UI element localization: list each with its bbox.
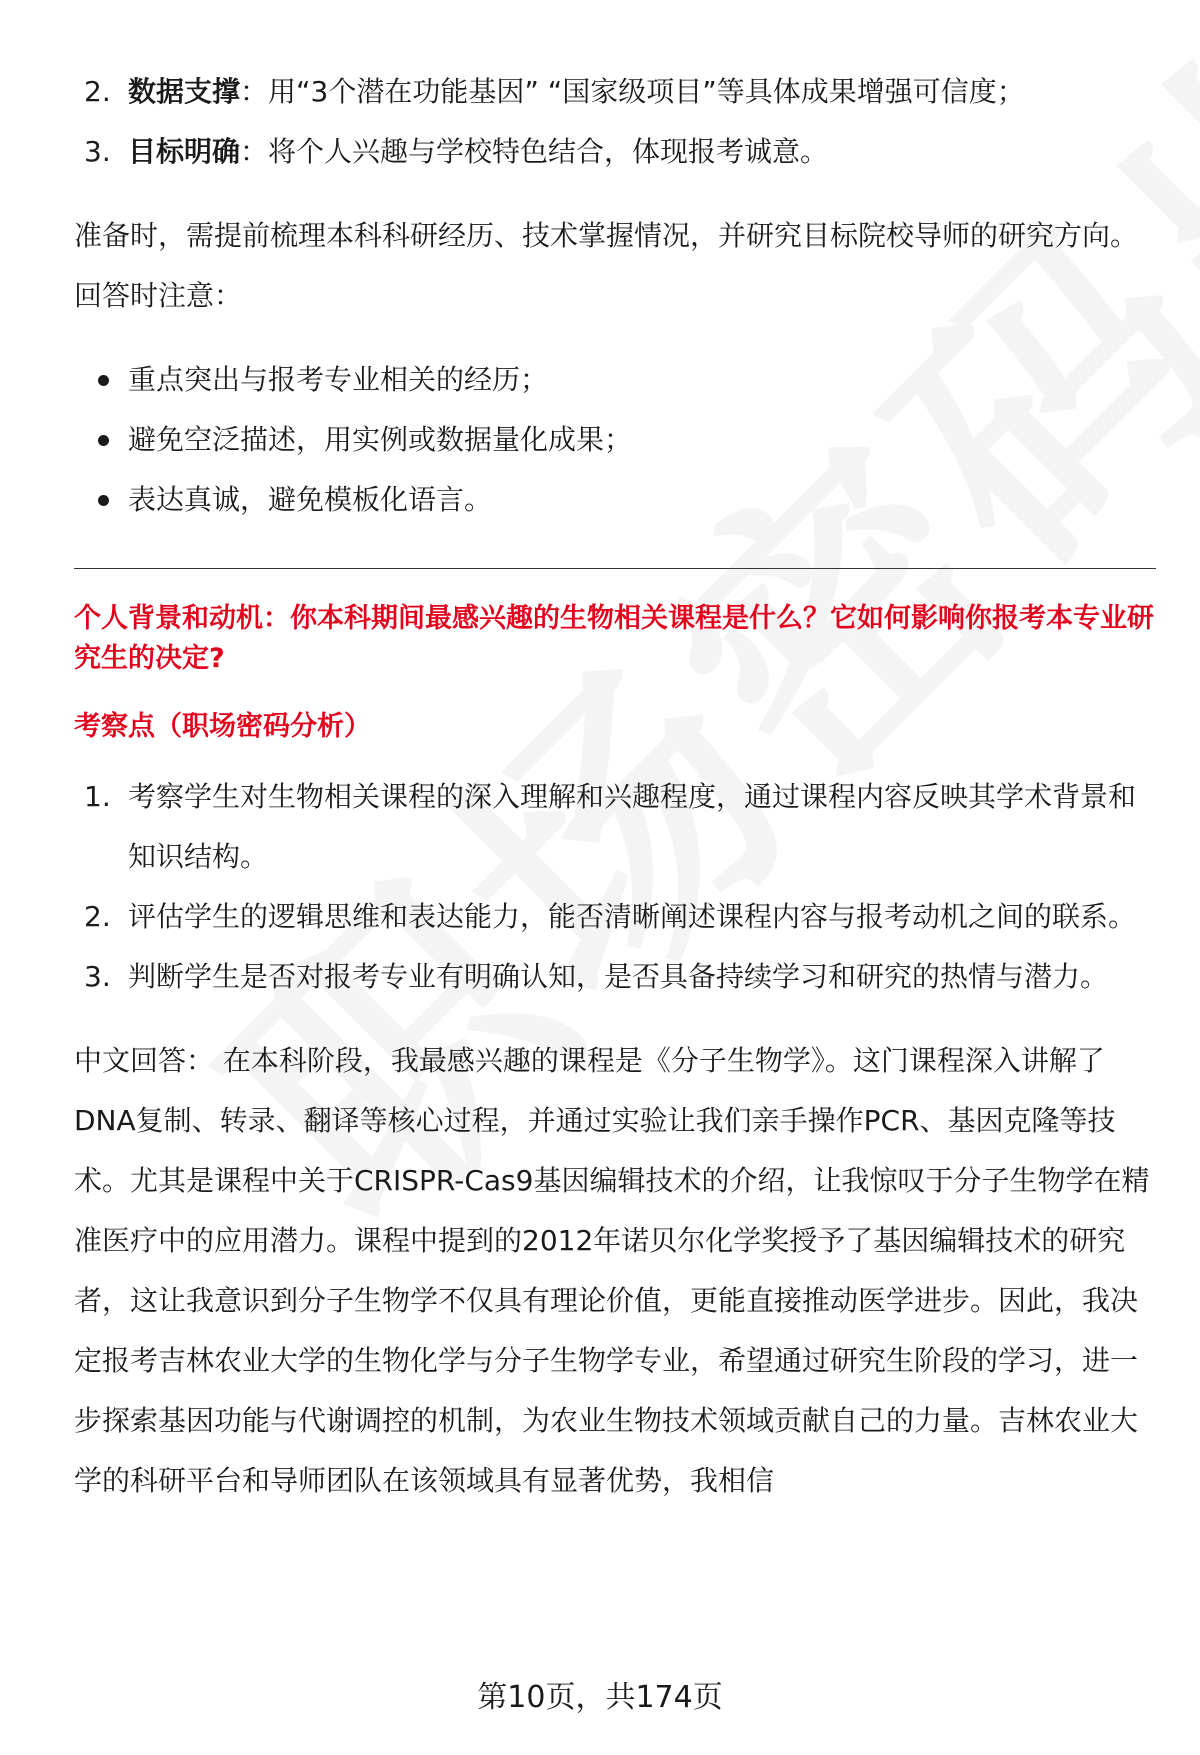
bullet-icon (98, 435, 109, 446)
point-text: ：将个人兴趣与学校特色结合，体现报考诚意。 (240, 135, 829, 168)
list-number: 2. (84, 900, 111, 933)
list-item (74, 887, 1156, 947)
exam-points-list (74, 767, 1156, 1007)
list-item (74, 410, 1156, 470)
question-heading: 个人背景和动机：你本科期间最感兴趣的生物相关课程是什么？它如何影响你报考本专业研究生的决定? (74, 603, 1154, 674)
tip-text: 避免空泛描述，用实例或数据量化成果； (128, 423, 633, 456)
prep-paragraph: 准备时，需提前梳理本科科研经历、技术掌握情况，并研究目标院校导师的研究方向。回答时注意： (74, 219, 1139, 312)
list-item (74, 62, 1156, 122)
list-number: 3. (84, 135, 111, 168)
point-text: ：用“3个潜在功能基因” “国家级项目”等具体成果增强可信度； (240, 75, 1025, 108)
tip-text: 重点突出与报考专业相关的经历； (128, 363, 549, 396)
bullet-icon (98, 375, 109, 386)
divider (74, 568, 1156, 569)
exam-point-heading: 考察点（职场密码分析） (74, 711, 371, 742)
list-item (74, 947, 1156, 1007)
bullet-icon (98, 495, 109, 506)
exam-point-text: 考察学生对生物相关课程的深入理解和兴趣程度，通过课程内容反映其学术背景和知识结构。 (128, 780, 1137, 873)
answer-paragraph: 中文回答： 在本科阶段，我最感兴趣的课程是《分子生物学》。这门课程深入讲解了DNA复制、转录、翻译等核心过程，并通过实验让我们亲手操作PCR、基因克隆等技术。尤其是课程中关于CRISPR-Cas9基因编辑技术的介绍，让我惊叹于分子生物学在精准医疗中的应用潜力。课程中提到的2012年诺贝尔化学奖授予了基因编辑技术的研究者，这让我意识到分子生物学不仅具有理论价值，更能直接推动医学进步。因此，我决定报考吉林农业大学的生物化学与分子生物学专业，希望通过研究生阶段的学习，进一步探索基因功能与代谢调控的机制，为农业生物技术领域贡献自己的力量。吉林农业大学的科研平台和导师团队在该领域具有显著优势，我相信 (74, 1044, 1150, 1497)
list-item (74, 470, 1156, 530)
list-item (74, 350, 1156, 410)
page-number-footer: 第10页，共174页 (477, 1680, 723, 1715)
list-number: 3. (84, 960, 111, 993)
list-number: 2. (84, 75, 111, 108)
point-bold-label: 数据支撑 (128, 75, 241, 108)
tips-list (74, 350, 1156, 530)
page-content (74, 62, 1156, 1511)
list-number: 1. (84, 780, 111, 813)
exam-point-text: 判断学生是否对报考专业有明确认知，是否具备持续学习和研究的热情与潜力。 (128, 960, 1109, 993)
list-item (74, 122, 1156, 182)
exam-point-text: 评估学生的逻辑思维和表达能力，能否清晰阐述课程内容与报考动机之间的联系。 (128, 900, 1137, 933)
point-bold-label: 目标明确 (128, 135, 241, 168)
list-item (74, 767, 1156, 887)
tip-text: 表达真诚，避免模板化语言。 (128, 483, 493, 516)
